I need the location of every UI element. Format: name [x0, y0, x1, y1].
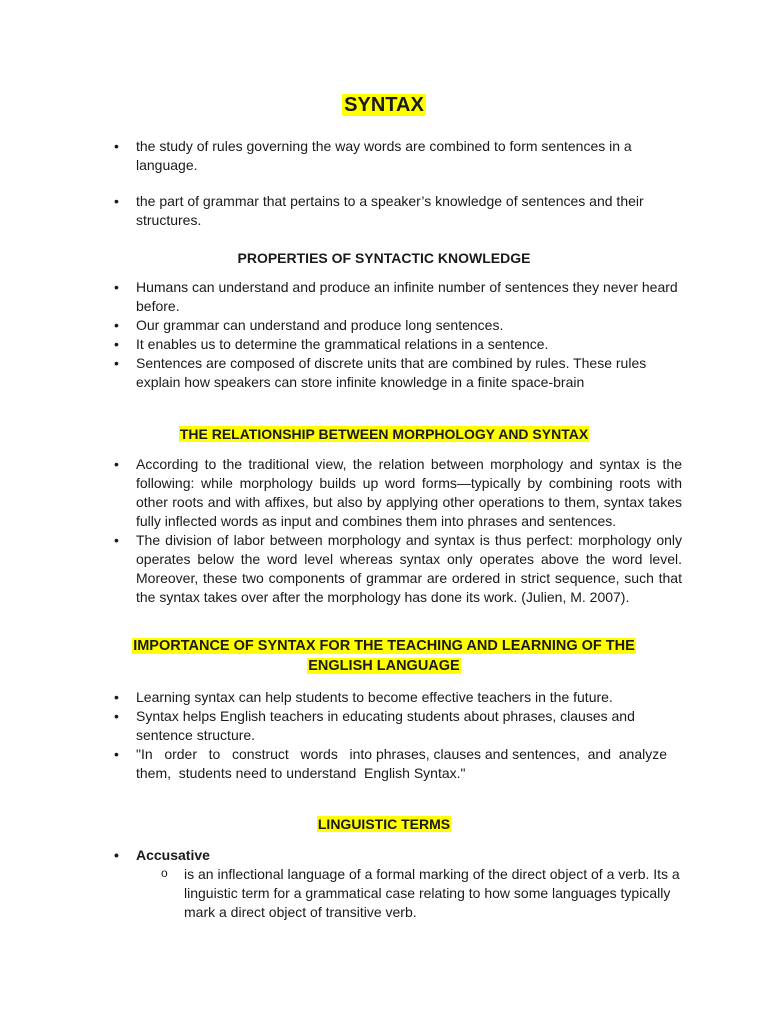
importance-list [112, 688, 682, 783]
list-item: • Learning syntax can help students to become effective teachers in the future. [112, 688, 682, 707]
list-item: • The division of labor between morphology and syntax is thus perfect: morphology only operates below the word level whereas syntax only operates above the word level. Moreover, these two components of grammar are ordered in strict sequence, such that the syntax takes over after the morphology has done its work. (Julien, M. 2007). [112, 531, 682, 607]
page-title [0, 92, 768, 118]
relationship-list [112, 455, 682, 607]
term-definition: o is an inflectional language of a formal marking of the direct object of a verb. Its a linguistic term for a grammatical case relating to how some languages typically mark a direct object of transitive verb. [160, 865, 680, 922]
list-item: • According to the traditional view, the relation between morphology and syntax is the following: while morphology builds up word forms—typically by combining roots with other roots and with affixes, but also by applying other operations to them, syntax takes fully inflected words as input and combines them into phrases and sentences. [112, 455, 682, 531]
list-item: • "In order to construct words into phrases, clauses and sentences, and analyze them, students need to understand English Syntax." [112, 745, 682, 783]
list-item: • Sentences are composed of discrete units that are combined by rules. These rules explain how speakers can store infinite knowledge in a finite space-brain [112, 354, 682, 392]
term-definition-list [160, 865, 680, 922]
importance-heading-line-1: IMPORTANCE OF SYNTAX FOR THE TEACHING AND LEARNING OF THE [133, 638, 635, 654]
list-item: • the part of grammar that pertains to a speaker’s knowledge of sentences and their structures. [112, 192, 682, 230]
importance-heading [0, 636, 768, 656]
definition-list [112, 137, 682, 247]
list-item: • Syntax helps English teachers in educating students about phrases, clauses and sentence structure. [112, 707, 682, 745]
relationship-heading [0, 424, 768, 444]
list-item: • Our grammar can understand and produce long sentences. [112, 316, 682, 335]
terms-list [112, 846, 682, 865]
list-item: • It enables us to determine the grammatical relations in a sentence. [112, 335, 682, 354]
importance-heading-2 [0, 656, 768, 676]
list-item: • Humans can understand and produce an infinite number of sentences they never heard before. [112, 278, 682, 316]
relationship-heading-text: THE RELATIONSHIP BETWEEN MORPHOLOGY AND SYNTAX [179, 426, 589, 442]
list-item: • the study of rules governing the way words are combined to form sentences in a language. [112, 137, 682, 175]
importance-heading-line-2: ENGLISH LANGUAGE [308, 658, 460, 674]
properties-heading: PROPERTIES OF SYNTACTIC KNOWLEDGE [237, 250, 531, 266]
terms-heading-text: LINGUISTIC TERMS [317, 816, 451, 832]
terms-heading [0, 814, 768, 834]
properties-list [112, 278, 682, 392]
term-accusative: • Accusative [112, 846, 682, 865]
page-title-text: SYNTAX [344, 94, 424, 116]
